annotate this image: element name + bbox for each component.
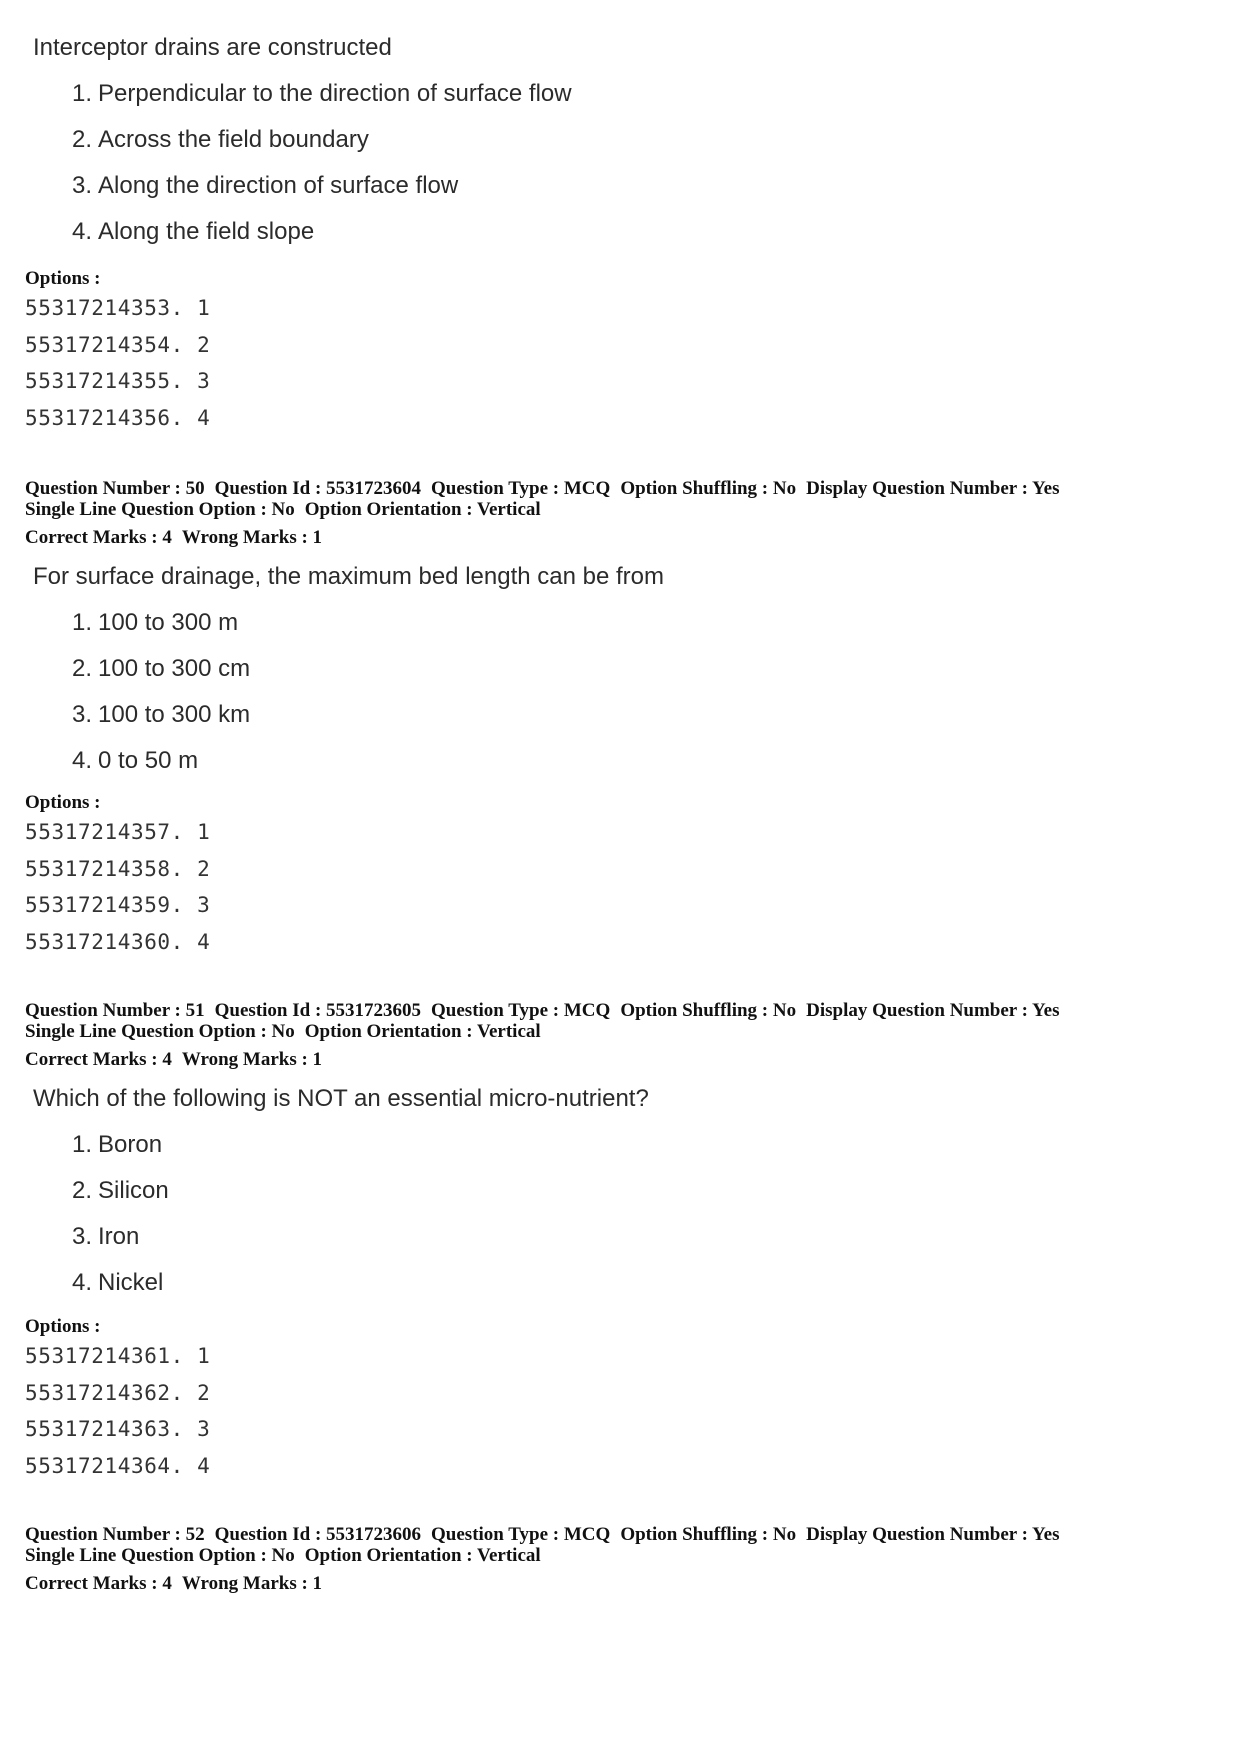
question-49-choice-2 (72, 126, 369, 154)
question-52-meta-line-2: Single Line Question Option : No Option Orientation : Vertical (25, 1545, 541, 1566)
question-50-choice-4 (72, 747, 198, 775)
question-51-choice-1 (72, 1131, 162, 1159)
option-id-line: 55317214354. 2 (25, 333, 211, 357)
option-id-line: 55317214360. 4 (25, 930, 211, 954)
option-id-line: 55317214358. 2 (25, 857, 211, 881)
option-id-line: 55317214353. 1 (25, 296, 211, 320)
question-51-stem: Which of the following is NOT an essential micro-nutrient? (33, 1085, 649, 1112)
options-heading: Options : (25, 268, 101, 289)
question-49-choice-3 (72, 172, 458, 200)
question-50-choice-2 (72, 655, 250, 683)
choice-text: Perpendicular to the direction of surface flow (98, 80, 572, 107)
option-id-line: 55317214363. 3 (25, 1417, 211, 1441)
choice-text: Along the direction of surface flow (98, 172, 459, 199)
choice-number: 2. (72, 655, 93, 682)
question-49-choice-4 (72, 218, 314, 246)
question-50-marks: Correct Marks : 4 Wrong Marks : 1 (25, 527, 323, 548)
choice-text: Across the field boundary (98, 126, 369, 153)
question-52-marks: Correct Marks : 4 Wrong Marks : 1 (25, 1573, 323, 1594)
option-id-line: 55317214362. 2 (25, 1381, 211, 1405)
choice-text: 0 to 50 m (98, 747, 199, 774)
choice-number: 1. (72, 80, 93, 107)
question-51-meta-line-2: Single Line Question Option : No Option Orientation : Vertical (25, 1021, 541, 1042)
choice-text: Silicon (98, 1177, 169, 1204)
question-51-choice-2 (72, 1177, 169, 1205)
question-51-meta-line-1: Question Number : 51 Question Id : 5531723605 Question Type : MCQ Option Shuffling : No Display Question Number : Yes (25, 1000, 1060, 1021)
choice-text: Iron (98, 1223, 140, 1250)
option-id-line: 55317214357. 1 (25, 820, 211, 844)
question-52-meta-line-1: Question Number : 52 Question Id : 5531723606 Question Type : MCQ Option Shuffling : No Display Question Number : Yes (25, 1524, 1060, 1545)
question-51-marks: Correct Marks : 4 Wrong Marks : 1 (25, 1049, 323, 1070)
choice-text: Along the field slope (98, 218, 315, 245)
question-50-meta-line-2: Single Line Question Option : No Option Orientation : Vertical (25, 499, 541, 520)
question-50-choice-1 (72, 609, 238, 637)
choice-number: 3. (72, 1223, 93, 1250)
choice-number: 2. (72, 1177, 93, 1204)
question-51-choice-3 (72, 1223, 139, 1251)
choice-number: 1. (72, 609, 93, 636)
question-50-stem: For surface drainage, the maximum bed length can be from (33, 563, 664, 590)
choice-text: 100 to 300 m (98, 609, 239, 636)
choice-number: 1. (72, 1131, 93, 1158)
choice-number: 3. (72, 701, 93, 728)
option-id-line: 55317214356. 4 (25, 406, 211, 430)
choice-text: Nickel (98, 1269, 164, 1296)
options-heading: Options : (25, 792, 101, 813)
choice-number: 4. (72, 747, 93, 774)
choice-text: 100 to 300 km (98, 701, 251, 728)
question-49-choice-1 (72, 80, 572, 108)
choice-text: 100 to 300 cm (98, 655, 251, 682)
choice-number: 2. (72, 126, 93, 153)
choice-number: 4. (72, 218, 93, 245)
options-heading: Options : (25, 1316, 101, 1337)
choice-number: 3. (72, 172, 93, 199)
option-id-line: 55317214361. 1 (25, 1344, 211, 1368)
question-50-choice-3 (72, 701, 250, 729)
option-id-line: 55317214355. 3 (25, 369, 211, 393)
question-50-meta-line-1: Question Number : 50 Question Id : 5531723604 Question Type : MCQ Option Shuffling : No Display Question Number : Yes (25, 478, 1060, 499)
choice-text: Boron (98, 1131, 163, 1158)
option-id-line: 55317214364. 4 (25, 1454, 211, 1478)
option-id-line: 55317214359. 3 (25, 893, 211, 917)
question-51-choice-4 (72, 1269, 163, 1297)
choice-number: 4. (72, 1269, 93, 1296)
question-49-stem: Interceptor drains are constructed (33, 34, 392, 61)
